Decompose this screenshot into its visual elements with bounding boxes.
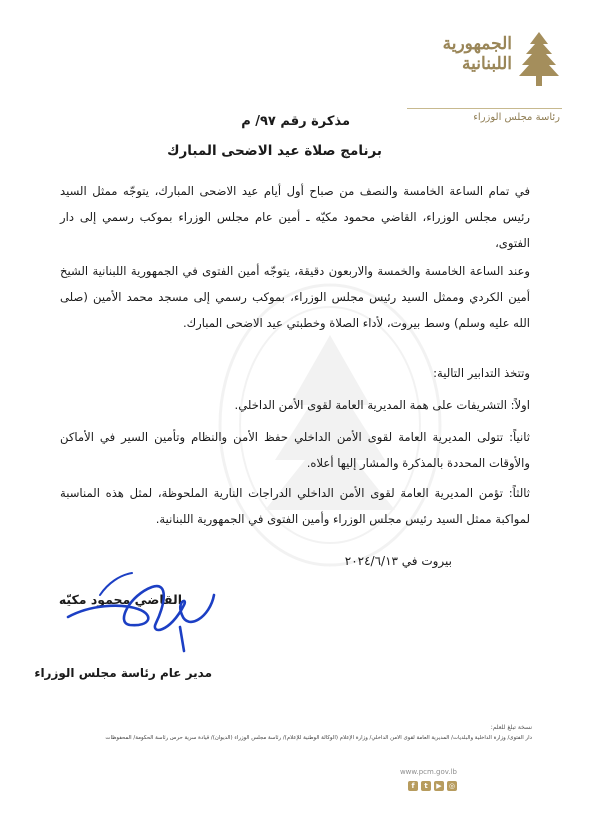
social-links — [400, 781, 457, 791]
memo-number: مذكرة رقم ٩٧/ م — [241, 114, 350, 129]
youtube-icon[interactable]: ▶ — [434, 781, 444, 791]
measure-2 — [60, 424, 530, 476]
letterhead — [402, 26, 562, 123]
cedar-icon — [516, 30, 562, 90]
letterhead-title-line1: الجمهورية — [442, 34, 512, 54]
paragraph-2 — [60, 258, 530, 336]
distribution-label: نسخة تبلغ للعلم: — [490, 724, 532, 731]
measures-intro-text: وتتخذ التدابير التالية: — [433, 366, 530, 380]
footer — [400, 768, 457, 791]
twitter-icon[interactable]: t — [421, 781, 431, 791]
paragraph-1 — [60, 178, 530, 256]
letterhead-title-line2: اللبنانية — [462, 54, 512, 74]
paragraph-2-text: وعند الساعة الخامسة والخمسة والاربعون دقيقة، يتوجّه أمين الفتوى في الجمهورية اللبنانية الشيخ أمين الكردي وممثل السيد رئيس مجلس الوزراء، بموكب رسمي إلى مسجد محمد الأمين (صلى الله عليه وسلم) وسط بيروت، لأداء الصلاة وخطبتي عيد الاضحى المبارك. — [60, 264, 530, 330]
letterhead-subtitle: رئاسة مجلس الوزراء — [473, 112, 560, 123]
handwritten-signature — [60, 565, 220, 665]
letterhead-divider — [407, 108, 562, 109]
measure-1 — [60, 392, 530, 418]
facebook-icon[interactable]: f — [408, 781, 418, 791]
measure-3-text: ثالثاً: تؤمن المديرية العامة لقوى الأمن الداخلي الدراجات النارية الملحوظة، لمثل هذه المناسبة لمواكبة ممثل السيد رئيس مجلس الوزراء وأمين الفتوى في الجمهورية اللبنانية. — [60, 486, 530, 526]
signer-role: مدير عام رئاسة مجلس الوزراء — [34, 666, 212, 680]
document-title: برنامج صلاة عيد الاضحى المبارك — [167, 143, 382, 159]
measure-1-text: اولاً: التشريفات على همة المديرية العامة لقوى الأمن الداخلي. — [234, 398, 530, 412]
signer-name: القاضي محمود مكيّه — [58, 592, 182, 607]
letterhead-title — [402, 34, 512, 74]
paragraph-1-text: في تمام الساعة الخامسة والنصف من صباح أول أيام عيد الاضحى المبارك، يتوجّه ممثل السيد رئيس مجلس الوزراء، القاضي محمود مكيّه ـ أمين عام مجلس الوزراء بموكب رسمي إلى دار الفتوى، — [60, 184, 530, 250]
measure-2-text: ثانياً: تتولى المديرية العامة لقوى الأمن الداخلي حفظ الأمن والنظام وتأمين السير في الأماكن والأوقات المحددة بالمذكرة والمشار إليها أعلاه. — [60, 430, 530, 470]
website-link[interactable]: www.pcm.gov.lb — [399, 768, 457, 776]
measures-intro — [60, 360, 530, 386]
distribution-list: دار الفتوى/ وزارة الداخلية والبلديات/ المديرية العامة لقوى الأمن الداخلي/ وزارة الإعلام (الوكالة الوطنية للإعلام)/ رئاسة مجلس الوزراء (الديوان)/ قيادة سرية حرس رئاسة الحكومة/ المحفوظات — [105, 735, 532, 741]
instagram-icon[interactable]: ◎ — [448, 782, 456, 790]
document-date: بيروت في ٢٠٢٤/٦/١٣ — [344, 554, 452, 568]
measure-3 — [60, 480, 530, 532]
